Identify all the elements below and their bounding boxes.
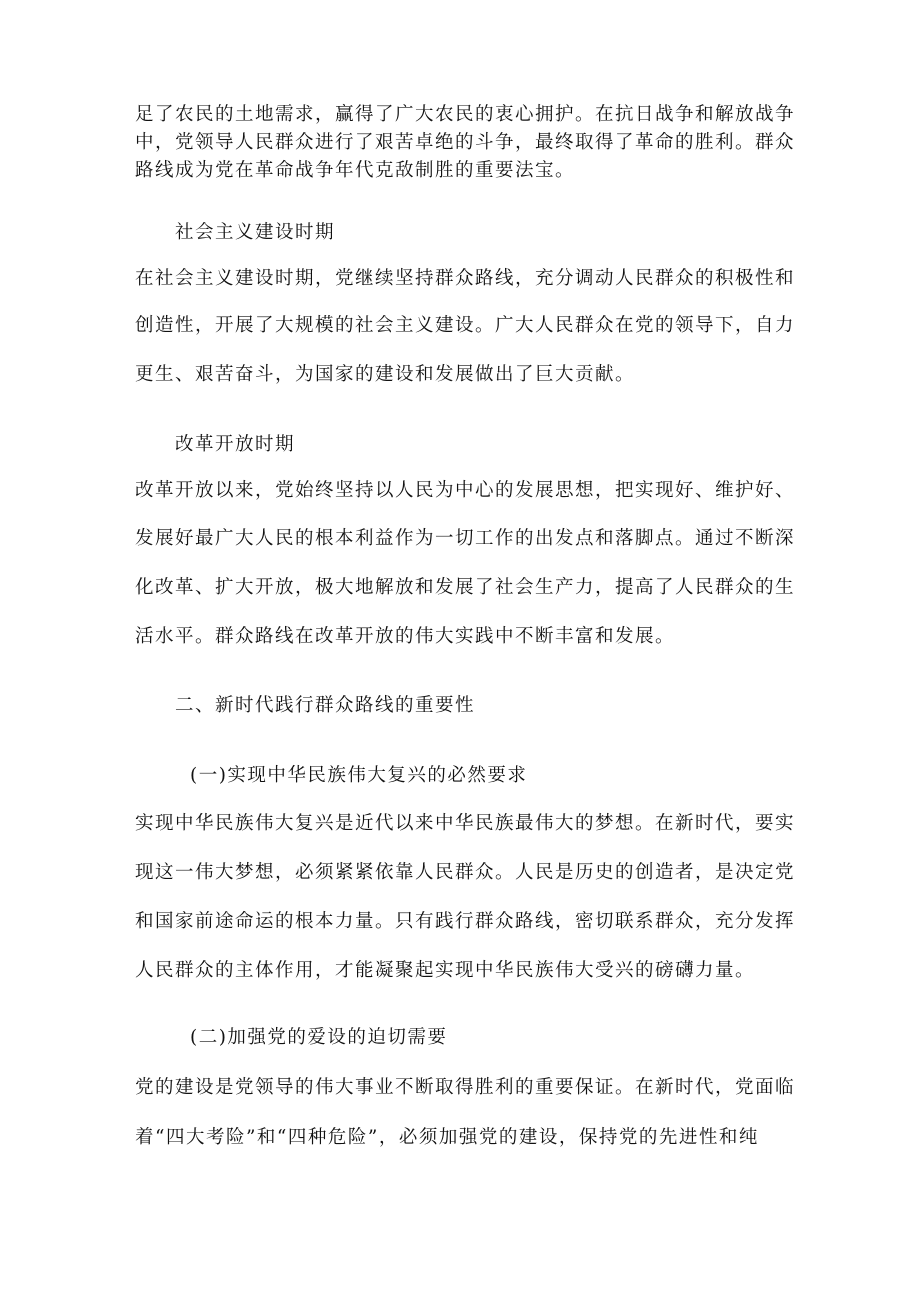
text-line: 改革开放以来，党始终坚持以人民为中心的发展思想，把实现好、维护好、	[135, 480, 796, 501]
text-line: 路线成为党在革命战争年代克敌制胜的重要法宝。	[135, 160, 576, 181]
text-line: 人民群众的主体作用，才能凝聚起实现中华民族伟大受兴的磅礴力量。	[135, 960, 756, 981]
text-line: 着“四大考险”和“四种危险”，必须加强党的建设，保持党的先进性和纯	[135, 1127, 759, 1148]
text-line: 活水平。群众路线在改革开放的伟大实践中不断丰富和发展。	[135, 626, 676, 647]
text-line: 在社会主义建设时期，党继续坚持群众路线，充分调动人民群众的积极性和	[135, 268, 796, 289]
text-line: 实现中华民族伟大复兴是近代以来中华民族最伟大的梦想。在新时代，要实	[135, 813, 796, 834]
section-heading: 二、新时代践行群众路线的重要性	[175, 695, 476, 716]
text-line: 足了农民的土地需求，赢得了广大农民的衷心拥护。在抗日战争和解放战争	[135, 104, 796, 125]
text-line: 中，党领导人民群众进行了艰苦卓绝的斗争，最终取得了革命的胜利。群众	[135, 132, 796, 153]
subsection-heading: (一)实现中华民族伟大复兴的必然要求	[190, 765, 528, 786]
subsection-heading: 社会主义建设时期	[175, 222, 336, 243]
subsection-heading: (二)加强党的爱设的迫切需要	[190, 1027, 448, 1048]
text-line: 和国家前途命运的根本力量。只有践行群众路线，密切联系群众，充分发挥	[135, 911, 796, 932]
text-line: 党的建设是党领导的伟大事业不断取得胜利的重要保证。在新时代，党面临	[135, 1077, 796, 1098]
text-line: 化改革、扩大开放，极大地解放和发展了社会生产力，提高了人民群众的生	[135, 577, 796, 598]
text-line: 现这一伟大梦想，必须紧紧依靠人民群众。人民是历史的创造者，是决定党	[135, 862, 796, 883]
text-line: 更生、艰苦奋斗，为国家的建设和发展做出了巨大贡献。	[135, 364, 636, 385]
subsection-heading: 改革开放时期	[175, 434, 296, 455]
text-line: 发展好最广大人民的根本利益作为一切工作的出发点和落脚点。通过不断深	[135, 528, 796, 549]
text-line: 创造性，开展了大规模的社会主义建设。广大人民群众在党的领导下，自力	[135, 315, 796, 336]
